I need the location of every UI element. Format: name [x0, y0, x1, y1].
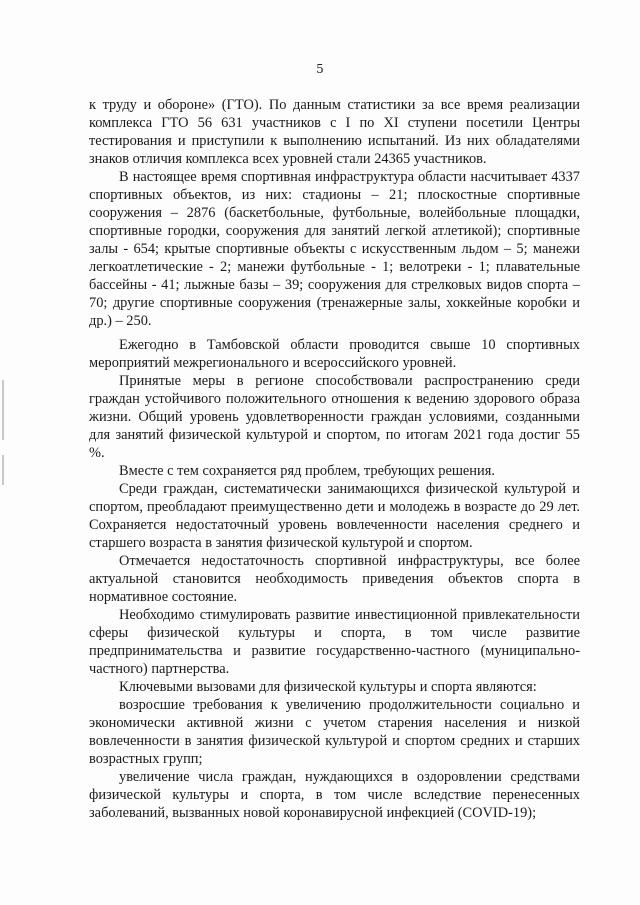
paragraph: Вместе с тем сохраняется ряд проблем, требующих решения. — [119, 463, 495, 479]
paragraph: к труду и обороне» (ГТО). По данным статистики за все время реализации комплекса ГТО 56 631 участников с I по XI ступени посетили Центры тестирования и приступили к выполнению испытаний. Из них обладателями знаков отличия комплекса всех уровней стали 24365 участников. — [89, 97, 580, 167]
paragraph: Ключевыми вызовами для физической культуры и спорта являются: — [119, 679, 537, 695]
body-text — [89, 96, 580, 822]
paragraph: Среди граждан, систематически занимающихся физической культурой и спортом, преобладают преимущественно дети и молодежь в возрасте до 29 лет. Сохраняется недостаточный уровень вовлеченности населения среднего и старшего возраста в занятия физической культурой и спортом. — [89, 481, 580, 551]
scan-edge-mark — [2, 455, 4, 485]
paragraph: В настоящее время спортивная инфраструктура области насчитывает 4337 спортивных объектов, из них: стадионы – 21; плоскостные спортивные сооружения – 2876 (баскетбольные, футбольные, волейбольные площадки, спортивные городки, сооружения для занятий легкой атлетикой); спортивные залы - 654; крытые спортивные объекты с искусственным льдом – 5; манежи легкоатлетические - 2; манежи футбольные - 1; велотреки - 1; плавательные бассейны - 41; лыжные базы – 39; сооружения для стрелковых видов спорта – 70; другие спортивные сооружения (тренажерные залы, хоккейные коробки и др.) – 250. — [89, 169, 580, 329]
paragraph: Ежегодно в Тамбовской области проводится свыше 10 спортивных мероприятий межрегионального и всероссийского уровней. — [89, 337, 580, 371]
paragraph: возросшие требования к увеличению продолжительности социально и экономически активной жизни с учетом старения населения и низкой вовлеченности в занятия физической культурой и спортом средних и старших возрастных групп; — [89, 697, 580, 767]
scan-edge-mark — [2, 380, 4, 440]
paragraph: Принятые меры в регионе способствовали распространению среди граждан устойчивого положительного отношения к ведению здорового образа жизни. Общий уровень удовлетворенности граждан условиями, созданными для занятий физической культурой и спортом, по итогам 2021 года достиг 55 %. — [89, 373, 580, 461]
paragraph: Отмечается недостаточность спортивной инфраструктуры, все более актуальной становится необходимость приведения объектов спорта в нормативное состояние. — [89, 553, 580, 605]
paragraph: увеличение числа граждан, нуждающихся в оздоровлении средствами физической культуры и спорта, в том числе вследствие перенесенных заболеваний, вызванных новой коронавирусной инфекцией (COVID-19); — [89, 769, 580, 821]
page-number: 5 — [316, 62, 324, 76]
paragraph: Необходимо стимулировать развитие инвестиционной привлекательности сферы физической культуры и спорта, в том числе развитие предпринимательства и развитие государственно-частного (муниципально-частного) партнерства. — [89, 607, 580, 677]
